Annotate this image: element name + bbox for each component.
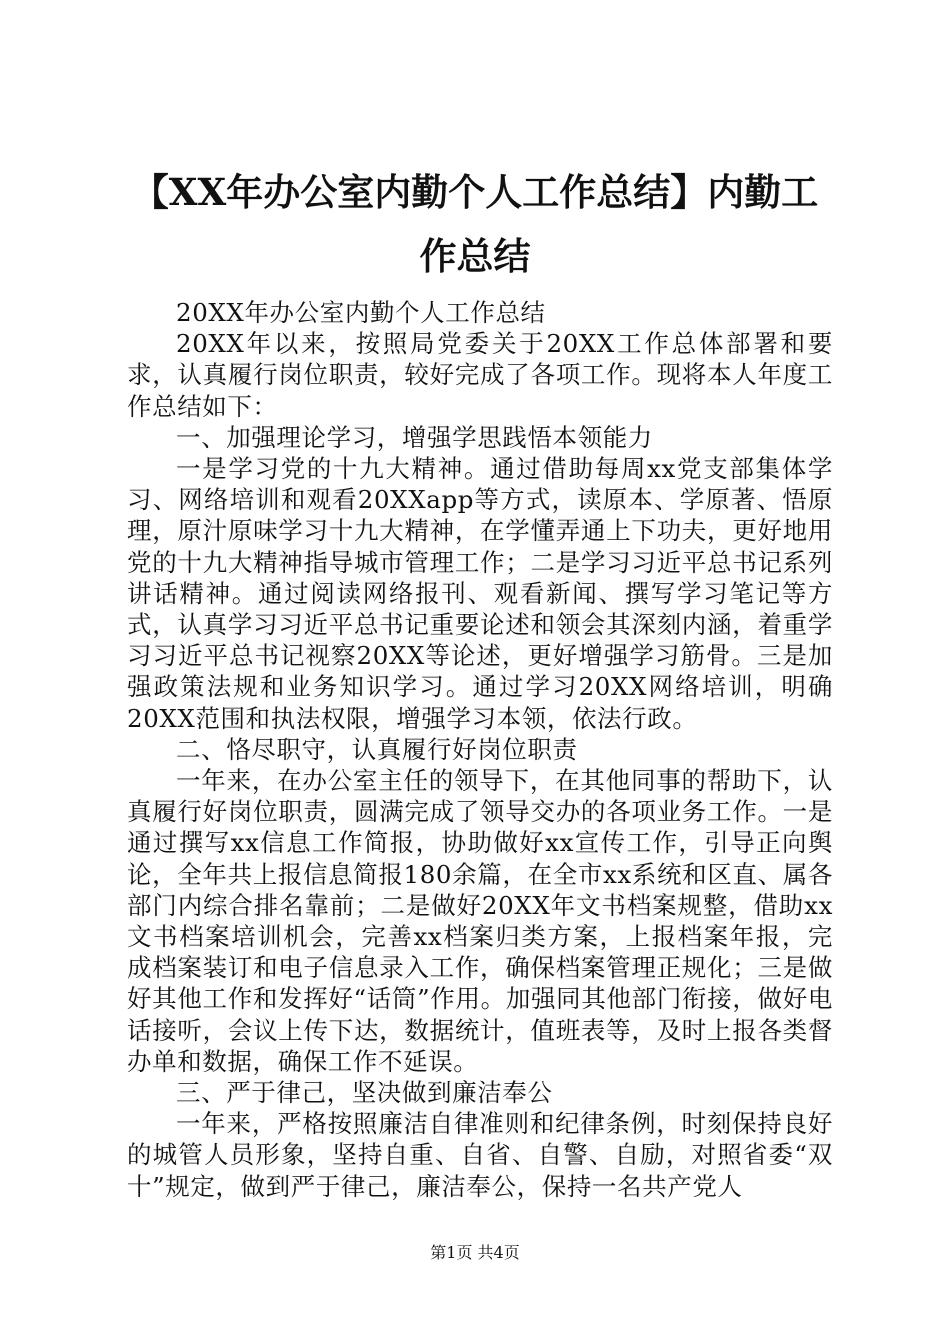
paragraph: 一是学习党的十九大精神。通过借助每周xx党支部集体学习、网络培训和观看20XXapp等方式，读原本、学原著、悟原理，原汁原味学习十九大精神，在学懂弄通上下功夫，更好地用党的十九大精神指导城市管理工作；二是学习习近平总书记系列讲话精神。通过阅读网络报刊、观看新闻、撰写学习笔记等方式，认真学习习近平总书记重要论述和领会其深刻内涵，着重学习习近平总书记视察20XX等论述，更好增强学习筋骨。三是加强政策法规和业务知识学习。通过学习20XX网络培训，明确20XX范围和执法权限，增强学习本领，依法行政。 bbox=[127, 454, 833, 733]
paragraph: 一年来，在办公室主任的领导下，在其他同事的帮助下，认真履行好岗位职责，圆满完成了领导交办的各项业务工作。一是通过撰写xx信息工作简报，协助做好xx宣传工作，引导正向舆论，全年共上报信息简报180余篇，在全市xx系统和区直、属各部门内综合排名靠前；二是做好20XX年文书档案规整，借助xx文书档案培训机会，完善xx档案归类方案，上报档案年报，完成档案装订和电子信息录入工作，确保档案管理正规化；三是做好其他工作和发挥好“话筒”作用。加强同其他部门衔接，做好电话接听，会议上传下达，数据统计，值班表等，及时上报各类督办单和数据，确保工作不延误。 bbox=[127, 766, 833, 1076]
section-heading: 一、加强理论学习，增强学思践悟本领能力 bbox=[176, 422, 653, 452]
document-body bbox=[127, 297, 833, 1202]
page-footer: 第1页 共4页 bbox=[430, 1243, 520, 1262]
section-heading: 三、严于律己，坚决做到廉洁奉公 bbox=[176, 1078, 553, 1108]
section-heading: 二、恪尽职守，认真履行好岗位职责 bbox=[176, 734, 578, 764]
paragraph: 20XX年办公室内勤个人工作总结 bbox=[176, 298, 546, 327]
paragraph: 20XX年以来，按照局党委关于20XX工作总体部署和要求，认真履行岗位职责，较好完成了各项工作。现将本人年度工作总结如下： bbox=[127, 329, 833, 421]
document-title: 【XX年办公室内勤个人工作总结】内勤工作总结 bbox=[131, 170, 819, 278]
paragraph: 一年来，严格按照廉洁自律准则和纪律条例，时刻保持良好的城管人员形象，坚持自重、自省、自警、自励，对照省委“双十”规定，做到严于律己，廉洁奉公，保持一名共产党人 bbox=[127, 1109, 833, 1201]
